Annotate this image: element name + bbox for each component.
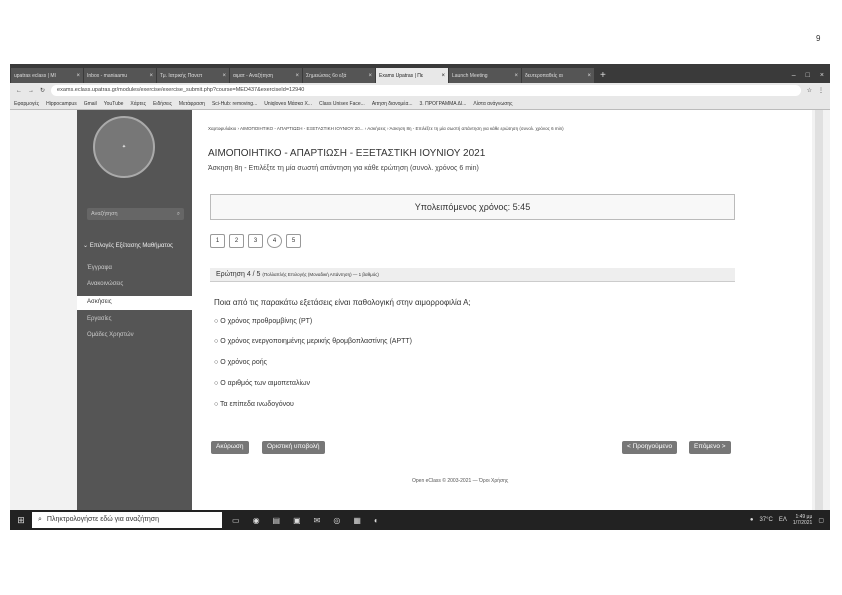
sidebar-item-documents[interactable]: Έγγραφα	[87, 265, 112, 271]
breadcrumb[interactable]: Χαρτοφυλάκιο › ΑΙΜΟΠΟΙΗΤΙΚΟ - ΑΠΑΡΤΙΩΣΗ - ΕΞΕΤΑΣΤΙΚΗ ΙΟΥΝΙΟΥ 20... › Ασκήσεις › Άσκηση 8η - Επιλέξτε τη μία σωστή απάντηση για κάθε ερώτηση (συνολ. χρόνος 6 min)	[208, 126, 564, 131]
bookmark[interactable]: Αιτηση διανομέα...	[371, 100, 413, 107]
window-controls	[786, 72, 830, 83]
sidebar-item-user-groups[interactable]: Ομάδες Χρηστών	[87, 332, 134, 338]
clock[interactable]: 1:49 μμ 1/7/2021	[792, 514, 813, 526]
answer-option[interactable]: ○ Ο αριθμός των αιμοπεταλίων	[214, 380, 310, 387]
next-button[interactable]: Επόμενο >	[689, 441, 731, 454]
back-icon[interactable]: ←	[16, 87, 22, 94]
sidebar-item-assignments[interactable]: Εργασίες	[87, 316, 112, 322]
bookmark[interactable]: YouTube	[103, 100, 124, 107]
search-icon[interactable]: ⌕	[176, 211, 180, 217]
address-bar	[10, 83, 830, 98]
page-subtitle: Άσκηση 8η - Επιλέξτε τη μία σωστή απάντηση για κάθε ερώτηση (συνολ. χρόνος 6 min)	[208, 165, 479, 172]
sidebar	[77, 110, 192, 510]
sidebar-search-input[interactable]: Αναζήτηση ⌕	[87, 208, 184, 220]
weather-icon[interactable]: ●	[749, 517, 754, 523]
browser-tab[interactable]: Inbox - maniaamu ×	[84, 68, 156, 83]
bookmark[interactable]: Uniqloves Μάσκα Χ...	[264, 100, 312, 107]
taskbar	[10, 510, 830, 530]
page-title: ΑΙΜΟΠΟΙΗΤΙΚΟ - ΑΠΑΡΤΙΩΣΗ - ΕΞΕΤΑΣΤΙΚΗ ΙΟΥΝΙΟΥ 2021	[208, 148, 486, 159]
bookmarks-bar	[10, 98, 830, 110]
browser-tab[interactable]: Τμ. Ιατρικής Πανεπ ×	[157, 68, 229, 83]
search-icon: ⌕	[38, 516, 42, 523]
question-link[interactable]: 2	[229, 234, 244, 248]
question-text: Ποια από τις παρακάτω εξετάσεις είναι παθολογική στην αιμορροφιλία Α;	[214, 298, 471, 307]
browser-tab[interactable]: Launch Meeting ×	[449, 68, 521, 83]
app-icon[interactable]: ◐	[373, 515, 379, 525]
chrome-icon[interactable]: ◎	[333, 515, 341, 525]
browser-tab[interactable]: upatras eclass | MI ×	[11, 68, 83, 83]
browser-tab-active[interactable]: Exams Upatras | Πε ×	[376, 68, 448, 83]
close-icon[interactable]: ×	[819, 72, 824, 79]
weather-temp: 37°C	[759, 517, 773, 523]
university-seal-logo: ✦	[93, 116, 155, 178]
browser-tab-bar	[10, 64, 830, 83]
browser-tab[interactable]: Σημειώσεις 6ο εξά ×	[303, 68, 375, 83]
task-view-icon[interactable]: ▭	[232, 515, 240, 525]
app-icon[interactable]: ▦	[353, 515, 361, 525]
bookmark[interactable]: Hippocampus	[46, 100, 77, 107]
cancel-button[interactable]: Ακύρωση	[211, 441, 249, 454]
bookmark[interactable]: Ειδήσεις	[153, 100, 172, 107]
taskbar-app-icons	[222, 516, 379, 525]
answer-option[interactable]: ○ Τα επίπεδα ινωδογόνου	[214, 401, 294, 408]
store-icon[interactable]: ▣	[293, 515, 301, 525]
bookmark[interactable]: Sci-Hub: removing...	[211, 100, 258, 107]
question-link[interactable]: 3	[248, 234, 263, 248]
sidebar-item-exercises[interactable]: Ασκήσεις	[77, 296, 192, 310]
submit-button[interactable]: Οριστική υποβολή	[262, 441, 325, 454]
question-header: Ερώτηση 4 / 5 (Πολλαπλής Επιλογής (Μοναδική Απάντηση) — 1 βαθμός)	[210, 268, 735, 282]
scrollbar[interactable]	[815, 110, 823, 510]
sidebar-section-title[interactable]: ⌄ Επιλογές Εξέτασης Μαθήματος	[83, 243, 173, 249]
new-tab-icon[interactable]: +	[600, 70, 606, 81]
question-link[interactable]: 1	[210, 234, 225, 248]
bookmark[interactable]: Χάρτες	[130, 100, 147, 107]
bookmark[interactable]: Class Unisex Face...	[318, 100, 365, 107]
bookmark[interactable]: 3. ΠΡΟΓΡΑΜΜΑ ΔΙ...	[419, 100, 467, 107]
reload-icon[interactable]: ↻	[40, 88, 46, 94]
page-number: 9	[816, 34, 821, 43]
bookmark[interactable]: Εφαρμογές	[14, 100, 40, 107]
minimize-icon[interactable]: –	[791, 72, 796, 79]
sidebar-item-announcements[interactable]: Ανακοινώσεις	[87, 281, 124, 287]
question-link[interactable]: 5	[286, 234, 301, 248]
notification-icon[interactable]: ▢	[818, 517, 824, 524]
answer-option[interactable]: ○ Ο χρόνος ενεργοποιημένης μερικής θρομβοπλαστίνης (APTT)	[214, 338, 412, 345]
question-meta: (Πολλαπλής Επιλογής (Μοναδική Απάντηση) — 1 βαθμός)	[262, 272, 379, 277]
url-field[interactable]: exams.eclass.upatras.gr/modules/exercise/exercise_submit.php?course=MED437&exerciseId=12940	[51, 85, 801, 96]
language-indicator[interactable]: ΕΛ	[778, 517, 787, 523]
windows-start-icon[interactable]: ⊞	[17, 514, 25, 525]
remaining-time-box: Υπολειπόμενος χρόνος: 5:45	[210, 194, 735, 220]
footer: Open eClass © 2003-2021 — Όροι Χρήσης	[412, 478, 509, 484]
bookmark[interactable]: Λίστα ανάγνωσης	[473, 100, 513, 107]
maximize-icon[interactable]: □	[805, 72, 810, 79]
answer-option[interactable]: ○ Ο χρόνος ροής	[214, 359, 267, 366]
screenshot	[10, 64, 830, 530]
menu-icon[interactable]: ⋮	[818, 88, 824, 94]
browser-tab[interactable]: αιματ - Αναζήτηση ×	[230, 68, 302, 83]
question-link-current[interactable]: 4	[267, 234, 282, 248]
bookmark[interactable]: Gmail	[83, 100, 97, 107]
system-tray	[750, 514, 830, 526]
previous-button[interactable]: < Προηγούμενο	[622, 441, 677, 454]
forward-icon[interactable]: →	[28, 87, 34, 94]
answer-option[interactable]: ○ Ο χρόνος προθρομβίνης (PT)	[214, 318, 313, 325]
file-explorer-icon[interactable]: ▤	[272, 515, 281, 525]
mail-icon[interactable]: ✉	[313, 515, 321, 525]
browser-tab[interactable]: δευτεροπαθείς αι ×	[522, 68, 594, 83]
edge-icon[interactable]: ◉	[252, 515, 260, 525]
star-icon[interactable]: ☆	[806, 88, 812, 94]
bookmark[interactable]: Μετάφραση	[178, 100, 205, 107]
question-navigation	[210, 234, 301, 248]
chevron-down-icon: ⌄	[83, 243, 90, 249]
main-content	[192, 110, 812, 510]
taskbar-search-input[interactable]: ⌕ Πληκτρολογήστε εδώ για αναζήτηση	[32, 512, 222, 528]
